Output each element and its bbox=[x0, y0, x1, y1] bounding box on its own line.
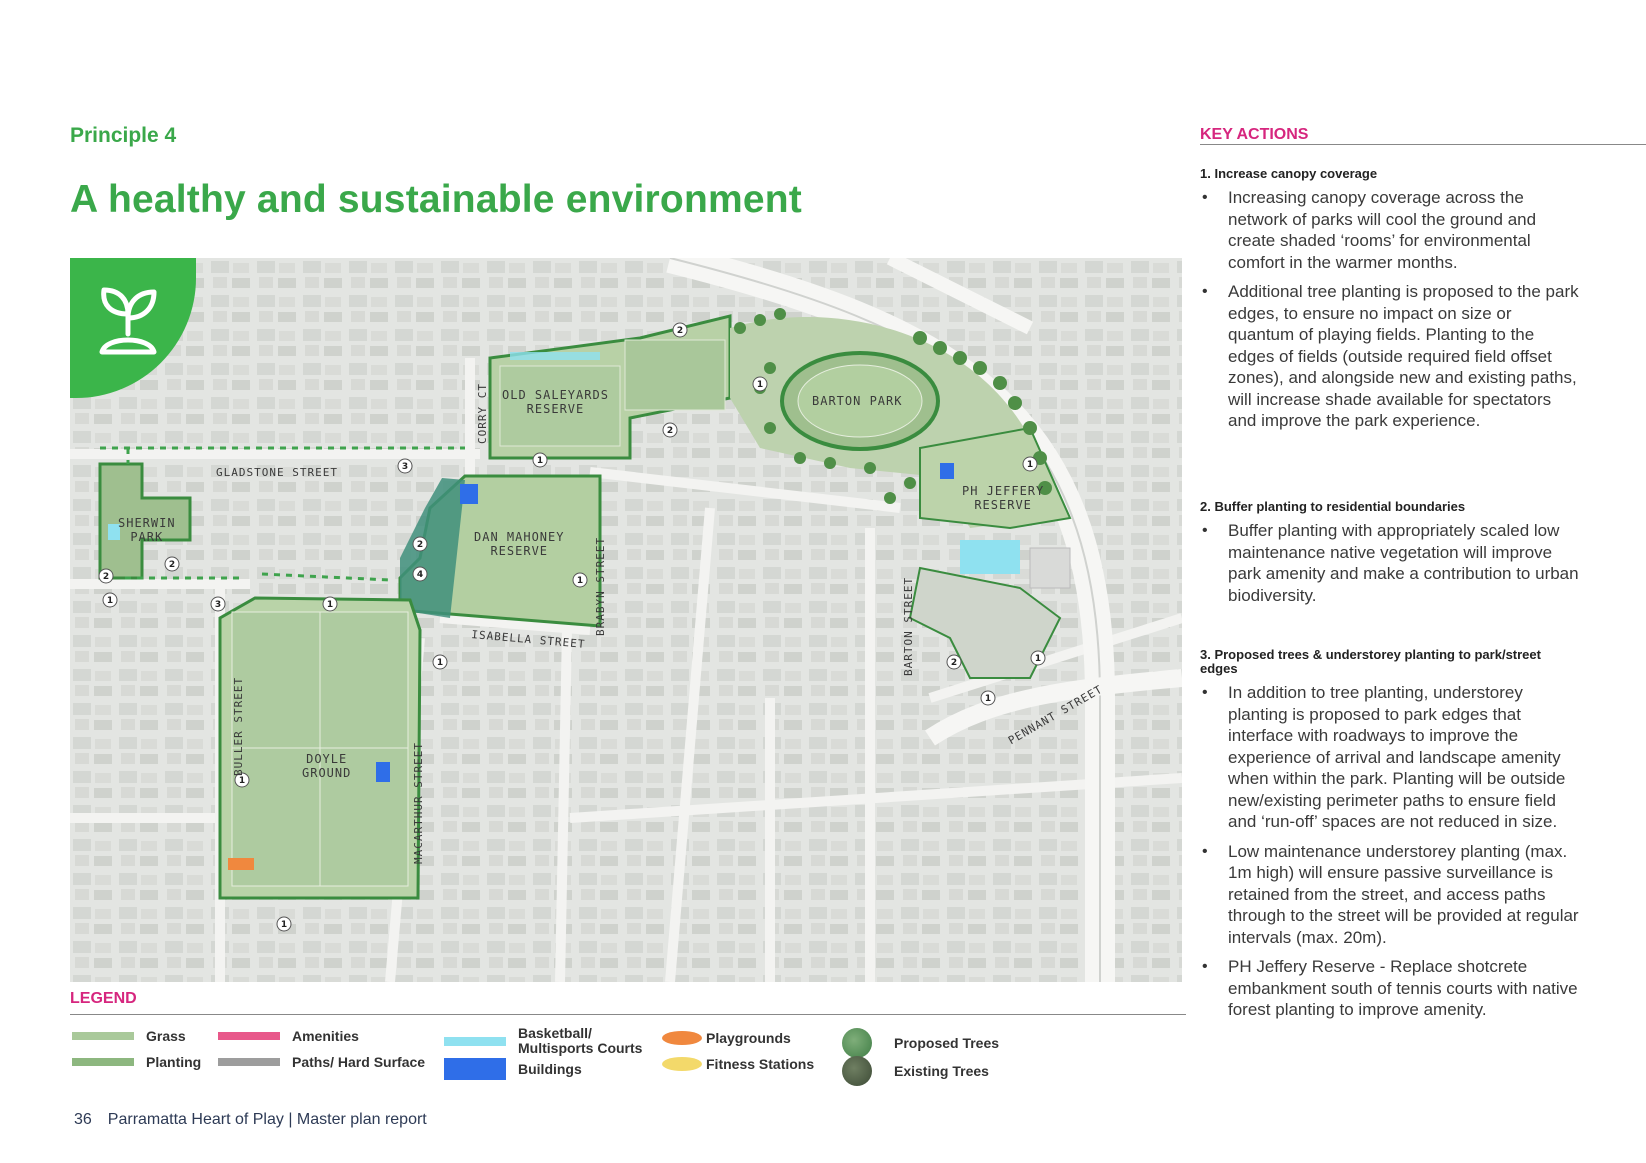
svg-text:1: 1 bbox=[1026, 460, 1034, 470]
street-label-brabyn: BRABYN STREET bbox=[594, 536, 607, 636]
legend-item-proposed-trees: Proposed Trees bbox=[842, 1028, 999, 1058]
action-section bbox=[1200, 500, 1580, 614]
key-actions-title: KEY ACTIONS bbox=[1200, 126, 1309, 143]
svg-text:2: 2 bbox=[666, 426, 674, 436]
map-marker bbox=[533, 453, 547, 467]
map-marker bbox=[947, 655, 961, 669]
map-marker bbox=[398, 459, 412, 473]
action-heading: 3. Proposed trees & understorey planting to park/street edges bbox=[1200, 647, 1541, 676]
map-label-barton-park: BARTON PARK bbox=[812, 394, 903, 408]
map-marker bbox=[277, 917, 291, 931]
legend-item-existing-trees: Existing Trees bbox=[842, 1056, 989, 1086]
map-graphic bbox=[70, 258, 1182, 982]
playground-swatch bbox=[662, 1031, 702, 1045]
action-bullet: • Additional tree planting is proposed to the park edges, to ensure no impact on size or quantum of playing fields. Planting to the edges of fields (outside required field offset zones), and alongside new and existing paths, will increase shade available for spectators and improve the park experience. bbox=[1200, 281, 1580, 432]
site-map bbox=[70, 258, 1182, 982]
action-bullet: • Low maintenance understorey planting (max. 1m high) will ensure passive surveillance is retained from the street, and access paths through to the street will be provided at regular intervals (max. 20m). bbox=[1200, 841, 1580, 949]
street-label-barton: BARTON STREET bbox=[902, 576, 915, 676]
street-label-buller: BULLER STREET bbox=[232, 676, 245, 776]
street-label-macarthur: MACARTHUR STREET bbox=[412, 742, 425, 864]
legend-item-amenities: Amenities bbox=[218, 1028, 359, 1044]
key-actions-divider bbox=[1200, 144, 1646, 145]
svg-text:1: 1 bbox=[984, 694, 992, 704]
buildings-swatch bbox=[444, 1058, 506, 1080]
planting-swatch bbox=[72, 1058, 134, 1066]
svg-text:3: 3 bbox=[401, 462, 409, 472]
action-heading: 1. Increase canopy coverage bbox=[1200, 166, 1378, 181]
amenities-swatch bbox=[218, 1032, 280, 1040]
legend-item-grass: Grass bbox=[72, 1028, 186, 1044]
legend-title: LEGEND bbox=[70, 990, 137, 1007]
plant-seedling-icon bbox=[88, 278, 172, 362]
legend-divider bbox=[70, 1014, 1186, 1015]
map-marker bbox=[103, 593, 117, 607]
street-label-gladstone: GLADSTONE STREET bbox=[216, 466, 338, 479]
legend-item-buildings: Buildings bbox=[444, 1058, 582, 1080]
svg-text:1: 1 bbox=[436, 658, 444, 668]
page-number: 36 bbox=[74, 1111, 92, 1128]
map-marker bbox=[573, 573, 587, 587]
legend-item-paths: Paths/ Hard Surface bbox=[218, 1054, 425, 1070]
map-marker bbox=[99, 569, 113, 583]
basketball-swatch bbox=[444, 1037, 506, 1046]
svg-text:2: 2 bbox=[102, 572, 110, 582]
map-marker bbox=[165, 557, 179, 571]
action-section bbox=[1200, 167, 1580, 440]
action-bullet: • Buffer planting with appropriately scaled low maintenance native vegetation will improve park amenity and make a contribution to urban biodiversity. bbox=[1200, 520, 1580, 606]
map-marker bbox=[753, 377, 767, 391]
action-heading: 2. Buffer planting to residential boundaries bbox=[1200, 499, 1466, 514]
legend-item-fitness: Fitness Stations bbox=[662, 1056, 814, 1072]
map-marker bbox=[1023, 457, 1037, 471]
proposed-tree-icon bbox=[842, 1028, 872, 1058]
street-label-pennant: PENNANT STREET bbox=[1006, 682, 1105, 748]
map-marker bbox=[413, 537, 427, 551]
svg-text:2: 2 bbox=[168, 560, 176, 570]
legend-item-playgrounds: Playgrounds bbox=[662, 1030, 791, 1046]
svg-text:3: 3 bbox=[214, 600, 222, 610]
action-bullet: • Increasing canopy coverage across the network of parks will cool the ground and create shaded ‘rooms’ for environmental comfort in the warmer months. bbox=[1200, 187, 1580, 273]
footer-text: Parramatta Heart of Play | Master plan report bbox=[107, 1111, 427, 1128]
map-label-dan-mahoney: DAN MAHONEY RESERVE bbox=[474, 530, 565, 558]
page-footer bbox=[74, 1111, 427, 1129]
svg-text:1: 1 bbox=[1034, 654, 1042, 664]
map-marker bbox=[663, 423, 677, 437]
svg-text:1: 1 bbox=[106, 596, 114, 606]
svg-text:2: 2 bbox=[950, 658, 958, 668]
map-label-old-saleyards: OLD SALEYARDS RESERVE bbox=[502, 388, 609, 416]
street-label-isabella: ISABELLA STREET bbox=[470, 628, 586, 651]
fitness-swatch bbox=[662, 1057, 702, 1071]
svg-text:1: 1 bbox=[576, 576, 584, 586]
legend-item-basketball: Basketball/ Multisports Courts bbox=[444, 1026, 648, 1056]
map-marker bbox=[433, 655, 447, 669]
svg-text:4: 4 bbox=[416, 570, 424, 580]
action-bullet: • In addition to tree planting, understorey planting is proposed to park edges that interface with roadways to improve the experience of arrival and landscape amenity when within the park. Planting will be outside new/existing perimeter paths to ensure field and ‘run-off’ spaces are not reduced in size. bbox=[1200, 682, 1580, 833]
svg-text:1: 1 bbox=[238, 776, 246, 786]
svg-text:1: 1 bbox=[536, 456, 544, 466]
existing-tree-icon bbox=[842, 1056, 872, 1086]
grass-swatch bbox=[72, 1032, 134, 1040]
map-marker bbox=[673, 323, 687, 337]
svg-text:1: 1 bbox=[326, 600, 334, 610]
page-title: A healthy and sustainable environment bbox=[70, 178, 802, 221]
map-label-doyle: DOYLE GROUND bbox=[302, 752, 352, 780]
map-label-ph-jeffery: PH JEFFERY RESERVE bbox=[962, 484, 1045, 512]
action-bullet: • PH Jeffery Reserve - Replace shotcrete embankment south of tennis courts with native forest planting to improve amenity. bbox=[1200, 956, 1580, 1021]
map-marker bbox=[981, 691, 995, 705]
map-marker bbox=[211, 597, 225, 611]
map-marker bbox=[1031, 651, 1045, 665]
paths-swatch bbox=[218, 1058, 280, 1066]
map-marker bbox=[413, 567, 427, 581]
svg-text:2: 2 bbox=[416, 540, 424, 550]
map-marker bbox=[323, 597, 337, 611]
street-label-corry: CORRY CT bbox=[476, 383, 489, 444]
principle-label: Principle 4 bbox=[70, 124, 177, 147]
svg-text:1: 1 bbox=[756, 380, 764, 390]
svg-text:2: 2 bbox=[676, 326, 684, 336]
map-label-sherwin: SHERWIN PARK bbox=[118, 516, 176, 544]
action-section bbox=[1200, 648, 1580, 1029]
legend-item-planting: Planting bbox=[72, 1054, 201, 1070]
svg-text:1: 1 bbox=[280, 920, 288, 930]
